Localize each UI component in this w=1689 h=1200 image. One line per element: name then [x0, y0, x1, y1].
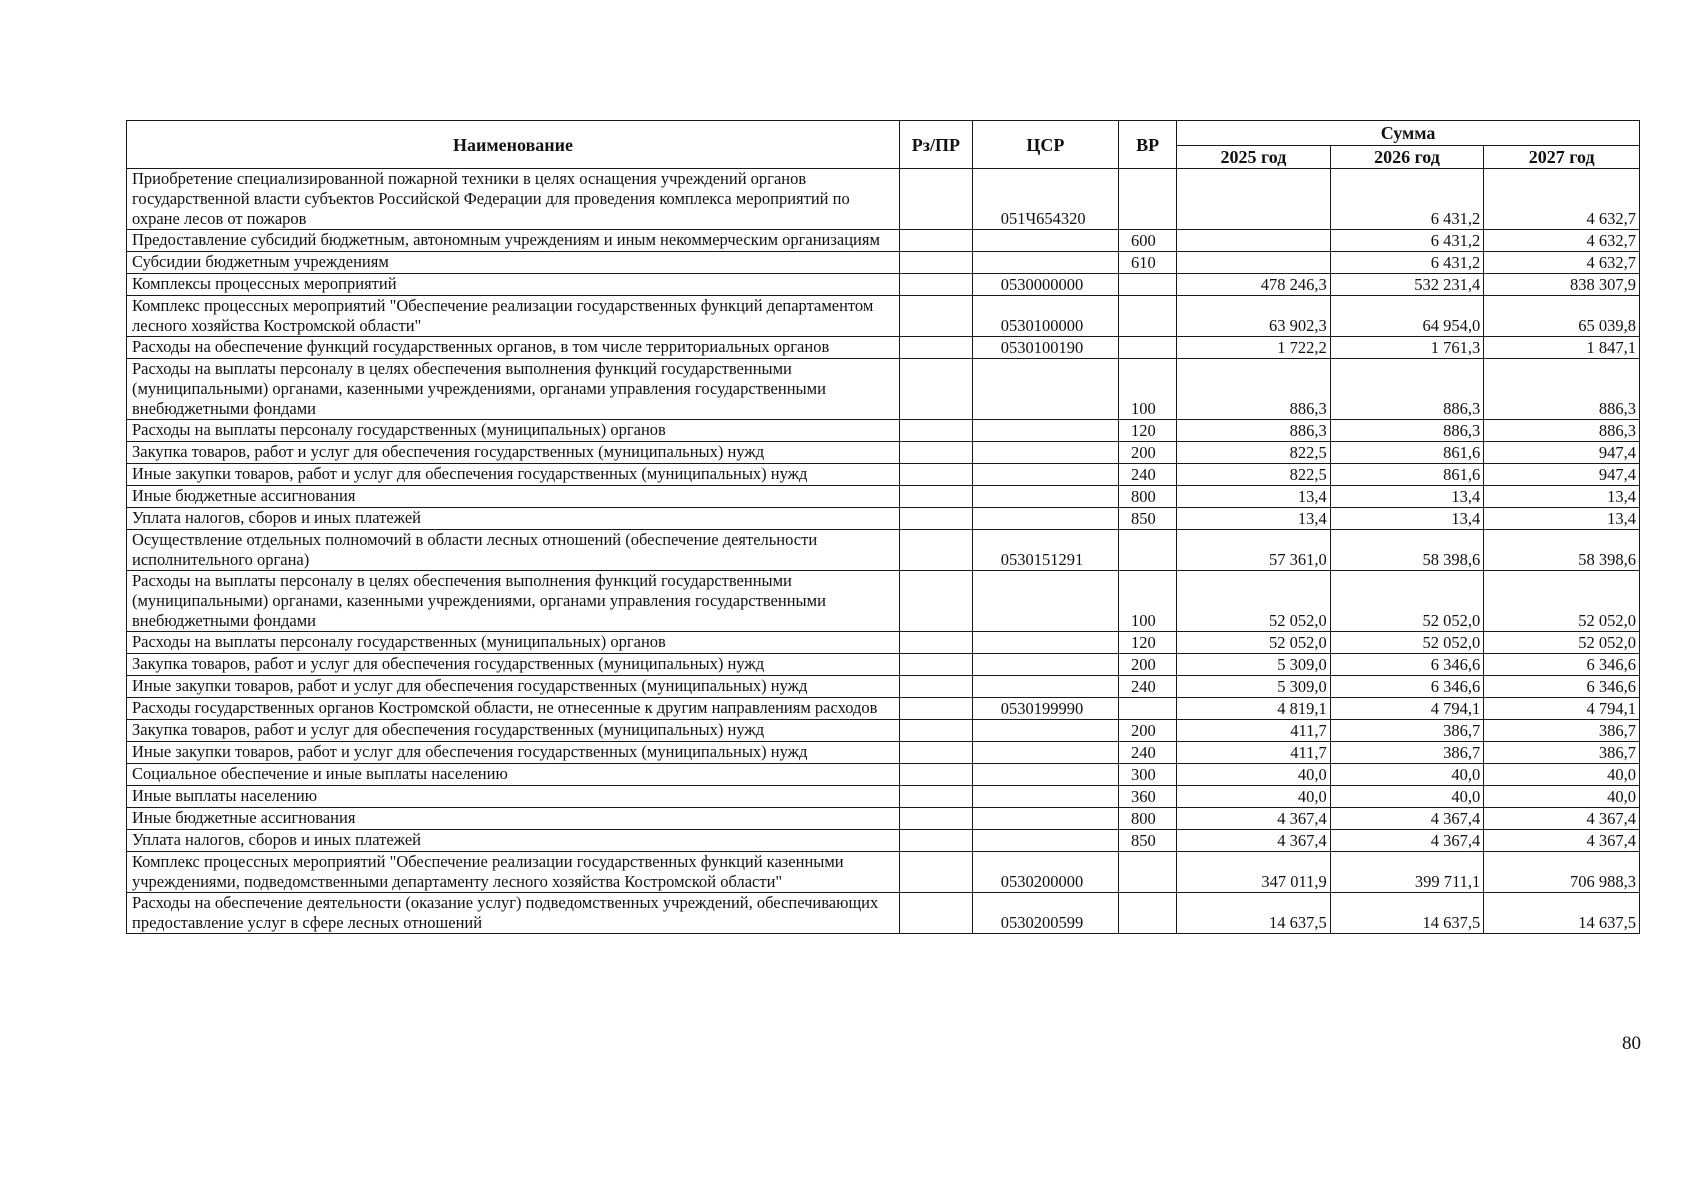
cell-sum-2025: 13,4 [1177, 486, 1331, 508]
cell-sum-2025: 52 052,0 [1177, 632, 1331, 654]
cell-sum-2025: 411,7 [1177, 720, 1331, 742]
cell-sum-2027: 40,0 [1484, 786, 1640, 808]
cell-sum-2026: 386,7 [1330, 742, 1484, 764]
cell-name: Иные бюджетные ассигнования [127, 486, 900, 508]
cell-name: Приобретение специализированной пожарной техники в целях оснащения учреждений органов государственной власти субъектов Российской Федерации для проведения комплекса мероприятий по охране лесов от пожаров [127, 169, 900, 230]
cell-sum-2027: 4 367,4 [1484, 830, 1640, 852]
cell-sum-2025: 40,0 [1177, 764, 1331, 786]
cell-sum-2025: 822,5 [1177, 464, 1331, 486]
cell-csr [972, 486, 1118, 508]
cell-csr [972, 654, 1118, 676]
table-row [127, 742, 1640, 764]
cell-sum-2027: 386,7 [1484, 720, 1640, 742]
cell-csr: 0530200000 [972, 852, 1118, 893]
table-row [127, 808, 1640, 830]
table-row [127, 676, 1640, 698]
cell-rzpr [900, 893, 973, 934]
cell-name: Расходы на обеспечение функций государственных органов, в том числе территориальных органов [127, 337, 900, 359]
cell-vr: 600 [1119, 230, 1177, 252]
cell-csr: 0530100190 [972, 337, 1118, 359]
cell-sum-2027: 40,0 [1484, 764, 1640, 786]
cell-vr: 850 [1119, 508, 1177, 530]
cell-csr: 0530000000 [972, 274, 1118, 296]
cell-csr: 0530151291 [972, 530, 1118, 571]
cell-sum-2026: 399 711,1 [1330, 852, 1484, 893]
cell-vr [1119, 852, 1177, 893]
cell-rzpr [900, 830, 973, 852]
table-row [127, 252, 1640, 274]
cell-csr [972, 252, 1118, 274]
cell-rzpr [900, 676, 973, 698]
page-number: 80 [1622, 1033, 1641, 1054]
cell-sum-2026: 52 052,0 [1330, 571, 1484, 632]
cell-rzpr [900, 464, 973, 486]
cell-sum-2027: 6 346,6 [1484, 676, 1640, 698]
table-row [127, 442, 1640, 464]
cell-sum-2025: 478 246,3 [1177, 274, 1331, 296]
cell-vr: 240 [1119, 742, 1177, 764]
table-row [127, 720, 1640, 742]
table-row [127, 786, 1640, 808]
cell-vr: 100 [1119, 359, 1177, 420]
cell-vr: 240 [1119, 676, 1177, 698]
header-year-2025: 2025 год [1177, 146, 1331, 169]
cell-name: Субсидии бюджетным учреждениям [127, 252, 900, 274]
cell-name: Комплексы процессных мероприятий [127, 274, 900, 296]
cell-sum-2027: 838 307,9 [1484, 274, 1640, 296]
cell-sum-2026: 13,4 [1330, 486, 1484, 508]
table-row [127, 296, 1640, 337]
cell-vr [1119, 698, 1177, 720]
table-row [127, 337, 1640, 359]
cell-sum-2026: 13,4 [1330, 508, 1484, 530]
table-row [127, 420, 1640, 442]
cell-sum-2025: 5 309,0 [1177, 676, 1331, 698]
table-row [127, 508, 1640, 530]
cell-sum-2027: 13,4 [1484, 486, 1640, 508]
cell-sum-2027: 706 988,3 [1484, 852, 1640, 893]
cell-rzpr [900, 571, 973, 632]
cell-csr [972, 764, 1118, 786]
cell-sum-2025: 4 819,1 [1177, 698, 1331, 720]
header-name: Наименование [127, 121, 900, 169]
cell-rzpr [900, 720, 973, 742]
table-row [127, 169, 1640, 230]
cell-vr: 120 [1119, 632, 1177, 654]
cell-rzpr [900, 508, 973, 530]
budget-table [126, 120, 1640, 934]
cell-rzpr [900, 296, 973, 337]
cell-sum-2026: 40,0 [1330, 764, 1484, 786]
header-year-2027: 2027 год [1484, 146, 1640, 169]
cell-sum-2027: 947,4 [1484, 442, 1640, 464]
cell-vr: 610 [1119, 252, 1177, 274]
cell-name: Иные выплаты населению [127, 786, 900, 808]
cell-sum-2026: 58 398,6 [1330, 530, 1484, 571]
cell-sum-2026: 14 637,5 [1330, 893, 1484, 934]
cell-rzpr [900, 654, 973, 676]
cell-name: Расходы на выплаты персоналу государственных (муниципальных) органов [127, 420, 900, 442]
table-row [127, 486, 1640, 508]
header-rzpr: Рз/ПР [900, 121, 973, 169]
cell-rzpr [900, 442, 973, 464]
cell-sum-2027: 52 052,0 [1484, 632, 1640, 654]
cell-sum-2025: 1 722,2 [1177, 337, 1331, 359]
cell-csr [972, 571, 1118, 632]
cell-sum-2026: 886,3 [1330, 420, 1484, 442]
cell-sum-2027: 4 632,7 [1484, 230, 1640, 252]
cell-csr: 051Ч654320 [972, 169, 1118, 230]
cell-name: Иные закупки товаров, работ и услуг для обеспечения государственных (муниципальных) нужд [127, 464, 900, 486]
cell-rzpr [900, 530, 973, 571]
cell-vr: 800 [1119, 486, 1177, 508]
cell-vr [1119, 337, 1177, 359]
table-header [127, 121, 1640, 169]
cell-sum-2027: 886,3 [1484, 420, 1640, 442]
cell-sum-2025: 411,7 [1177, 742, 1331, 764]
cell-csr [972, 632, 1118, 654]
cell-csr: 0530200599 [972, 893, 1118, 934]
cell-rzpr [900, 420, 973, 442]
cell-sum-2025: 57 361,0 [1177, 530, 1331, 571]
cell-csr [972, 830, 1118, 852]
table-row [127, 654, 1640, 676]
cell-sum-2027: 4 794,1 [1484, 698, 1640, 720]
cell-vr [1119, 530, 1177, 571]
cell-vr [1119, 893, 1177, 934]
cell-rzpr [900, 786, 973, 808]
cell-sum-2026: 4 794,1 [1330, 698, 1484, 720]
cell-csr: 0530100000 [972, 296, 1118, 337]
cell-rzpr [900, 486, 973, 508]
cell-vr: 800 [1119, 808, 1177, 830]
cell-sum-2026: 6 431,2 [1330, 252, 1484, 274]
table-row [127, 230, 1640, 252]
cell-rzpr [900, 274, 973, 296]
header-csr: ЦСР [972, 121, 1118, 169]
cell-sum-2026: 6 346,6 [1330, 676, 1484, 698]
cell-sum-2026: 6 346,6 [1330, 654, 1484, 676]
cell-name: Уплата налогов, сборов и иных платежей [127, 830, 900, 852]
cell-name: Закупка товаров, работ и услуг для обеспечения государственных (муниципальных) нужд [127, 654, 900, 676]
table-row [127, 893, 1640, 934]
cell-sum-2026: 52 052,0 [1330, 632, 1484, 654]
cell-csr: 0530199990 [972, 698, 1118, 720]
cell-vr: 200 [1119, 720, 1177, 742]
cell-name: Расходы на выплаты персоналу государственных (муниципальных) органов [127, 632, 900, 654]
cell-sum-2027: 6 346,6 [1484, 654, 1640, 676]
cell-name: Закупка товаров, работ и услуг для обеспечения государственных (муниципальных) нужд [127, 442, 900, 464]
cell-sum-2026: 40,0 [1330, 786, 1484, 808]
table-row [127, 764, 1640, 786]
header-sum: Сумма [1177, 121, 1640, 146]
cell-vr: 100 [1119, 571, 1177, 632]
cell-sum-2026: 1 761,3 [1330, 337, 1484, 359]
table-row [127, 464, 1640, 486]
cell-rzpr [900, 764, 973, 786]
cell-sum-2027: 947,4 [1484, 464, 1640, 486]
cell-name: Уплата налогов, сборов и иных платежей [127, 508, 900, 530]
cell-vr [1119, 169, 1177, 230]
cell-vr: 200 [1119, 654, 1177, 676]
cell-vr: 300 [1119, 764, 1177, 786]
cell-name: Расходы на выплаты персоналу в целях обеспечения выполнения функций государственными (муниципальными) органами, казенными учреждениями, органами управления государственными внебюджетными фондами [127, 359, 900, 420]
cell-sum-2025: 52 052,0 [1177, 571, 1331, 632]
cell-sum-2025: 5 309,0 [1177, 654, 1331, 676]
cell-sum-2026: 532 231,4 [1330, 274, 1484, 296]
cell-csr [972, 464, 1118, 486]
cell-name: Предоставление субсидий бюджетным, автономным учреждениям и иным некоммерческим организациям [127, 230, 900, 252]
cell-rzpr [900, 230, 973, 252]
cell-name: Комплекс процессных мероприятий "Обеспечение реализации государственных функций департаментом лесного хозяйства Костромской области" [127, 296, 900, 337]
cell-csr [972, 508, 1118, 530]
cell-sum-2025: 14 637,5 [1177, 893, 1331, 934]
cell-name: Расходы на обеспечение деятельности (оказание услуг) подведомственных учреждений, обеспечивающих предоставление услуг в сфере лесных отношений [127, 893, 900, 934]
cell-sum-2027: 52 052,0 [1484, 571, 1640, 632]
cell-sum-2025: 347 011,9 [1177, 852, 1331, 893]
cell-sum-2026: 861,6 [1330, 464, 1484, 486]
cell-vr: 360 [1119, 786, 1177, 808]
cell-sum-2027: 886,3 [1484, 359, 1640, 420]
cell-vr: 200 [1119, 442, 1177, 464]
cell-sum-2026: 6 431,2 [1330, 169, 1484, 230]
cell-sum-2025: 13,4 [1177, 508, 1331, 530]
cell-name: Расходы на выплаты персоналу в целях обеспечения выполнения функций государственными (муниципальными) органами, казенными учреждениями, органами управления государственными внебюджетными фондами [127, 571, 900, 632]
cell-sum-2026: 386,7 [1330, 720, 1484, 742]
table-row [127, 571, 1640, 632]
table-body [127, 169, 1640, 934]
cell-rzpr [900, 359, 973, 420]
cell-csr [972, 742, 1118, 764]
cell-csr [972, 420, 1118, 442]
cell-vr: 120 [1119, 420, 1177, 442]
cell-rzpr [900, 742, 973, 764]
cell-rzpr [900, 252, 973, 274]
cell-sum-2027: 1 847,1 [1484, 337, 1640, 359]
cell-sum-2027: 13,4 [1484, 508, 1640, 530]
cell-sum-2025: 4 367,4 [1177, 830, 1331, 852]
cell-name: Закупка товаров, работ и услуг для обеспечения государственных (муниципальных) нужд [127, 720, 900, 742]
cell-rzpr [900, 808, 973, 830]
cell-csr [972, 442, 1118, 464]
cell-sum-2027: 58 398,6 [1484, 530, 1640, 571]
cell-sum-2025: 822,5 [1177, 442, 1331, 464]
cell-name: Расходы государственных органов Костромской области, не отнесенные к другим направлениям расходов [127, 698, 900, 720]
cell-sum-2026: 886,3 [1330, 359, 1484, 420]
cell-vr: 850 [1119, 830, 1177, 852]
cell-sum-2027: 4 367,4 [1484, 808, 1640, 830]
cell-sum-2027: 14 637,5 [1484, 893, 1640, 934]
table-row [127, 852, 1640, 893]
table-row [127, 530, 1640, 571]
cell-rzpr [900, 169, 973, 230]
cell-name: Социальное обеспечение и иные выплаты населению [127, 764, 900, 786]
table-row [127, 359, 1640, 420]
cell-name: Комплекс процессных мероприятий "Обеспечение реализации государственных функций казенными учреждениями, подведомственными департаменту лесного хозяйства Костромской области" [127, 852, 900, 893]
cell-sum-2027: 4 632,7 [1484, 169, 1640, 230]
cell-sum-2026: 6 431,2 [1330, 230, 1484, 252]
table-row [127, 632, 1640, 654]
cell-csr [972, 359, 1118, 420]
cell-name: Иные закупки товаров, работ и услуг для обеспечения государственных (муниципальных) нужд [127, 742, 900, 764]
cell-name: Осуществление отдельных полномочий в области лесных отношений (обеспечение деятельности исполнительного органа) [127, 530, 900, 571]
cell-sum-2026: 861,6 [1330, 442, 1484, 464]
cell-csr [972, 786, 1118, 808]
cell-sum-2027: 4 632,7 [1484, 252, 1640, 274]
cell-sum-2026: 4 367,4 [1330, 830, 1484, 852]
cell-sum-2026: 64 954,0 [1330, 296, 1484, 337]
cell-rzpr [900, 852, 973, 893]
cell-rzpr [900, 632, 973, 654]
cell-sum-2025: 886,3 [1177, 420, 1331, 442]
cell-sum-2025: 886,3 [1177, 359, 1331, 420]
cell-csr [972, 230, 1118, 252]
cell-sum-2025 [1177, 252, 1331, 274]
cell-rzpr [900, 337, 973, 359]
cell-sum-2025: 63 902,3 [1177, 296, 1331, 337]
cell-rzpr [900, 698, 973, 720]
cell-sum-2025: 40,0 [1177, 786, 1331, 808]
table-row [127, 830, 1640, 852]
table-row [127, 698, 1640, 720]
cell-vr: 240 [1119, 464, 1177, 486]
cell-csr [972, 720, 1118, 742]
cell-vr [1119, 274, 1177, 296]
cell-vr [1119, 296, 1177, 337]
cell-sum-2025 [1177, 230, 1331, 252]
cell-sum-2025: 4 367,4 [1177, 808, 1331, 830]
cell-csr [972, 676, 1118, 698]
table-row [127, 274, 1640, 296]
cell-csr [972, 808, 1118, 830]
cell-name: Иные закупки товаров, работ и услуг для обеспечения государственных (муниципальных) нужд [127, 676, 900, 698]
cell-name: Иные бюджетные ассигнования [127, 808, 900, 830]
header-year-2026: 2026 год [1330, 146, 1484, 169]
cell-sum-2026: 4 367,4 [1330, 808, 1484, 830]
cell-sum-2025 [1177, 169, 1331, 230]
cell-sum-2027: 65 039,8 [1484, 296, 1640, 337]
cell-sum-2027: 386,7 [1484, 742, 1640, 764]
header-vr: ВР [1119, 121, 1177, 169]
